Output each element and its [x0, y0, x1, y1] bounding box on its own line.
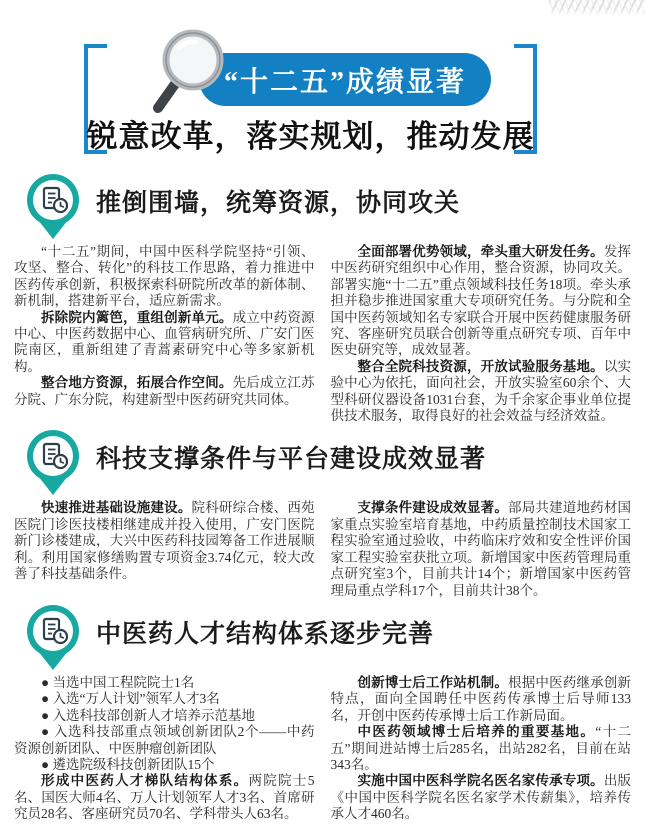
bullet-item: ● 入选科技部创新人才培养示范基地 [41, 707, 256, 723]
paragraph: “十二五”期间，中国中医科学院坚持“引领、攻坚、整合、转化”的科技工作思路，着力推进中医药传承创新，积极探索科研院所改革的新体制、新机制，搭建新平台，适应新需求。 [14, 244, 315, 309]
section-title: 中医药人才结构体系逐步完善 [96, 619, 435, 648]
section [0, 172, 645, 424]
paragraph-lead: 拆除院内篱笆，重组创新单元。 [41, 309, 233, 325]
bullet-item: ● 入选科技部重点领域创新团队2个——中药资源创新团队、中医肿瘤创新团队 [14, 724, 315, 756]
paragraph-lead: 全面部署优势领域，牵头重大研发任务。 [357, 244, 604, 259]
paragraph-lead: 整合全院科技资源，开放试验服务基地。 [357, 358, 604, 374]
page-subtitle: 锐意改革，落实规划，推动发展 [86, 119, 535, 154]
paragraph: 整合全院科技资源，开放试验服务基地。以实验中心为依托，面向社会，开放实验室60余个、大型科研仪器设备1031台套，为千余家企事业单位提供技术服务，取得良好的社会效益与经济效益。 [330, 358, 632, 424]
paragraph: 创新博士后工作站机制。根据中医药继承创新特点，面向全国聘任中医药传承博士后导师133名，开创中医药传承博士后工作新局面。 [330, 674, 632, 723]
section-body [0, 675, 645, 823]
paragraph: 整合地方资源，拓展合作空间。先后成立江苏分院、广东分院，构建新型中医药研究共同体。 [14, 375, 315, 407]
map-pin-document-clock-icon [24, 429, 82, 497]
paragraph-lead: 实施中国中医科学院名医名家传承专项。 [357, 773, 604, 789]
paragraph: 快速推进基础设施建设。院科研综合楼、西苑医院门诊医技楼相继建成并投入使用，广安门医院新门诊楼建成，大兴中医药科技园筹备工作进展顺利。利用国家修缮购置专项资金3.74亿元，较大改善了科技基础条件。 [14, 500, 315, 582]
paragraph-lead: 形成中医药人才梯队结构体系。 [41, 773, 249, 789]
section-title: 推倒围墙，统筹资源，协同攻关 [96, 189, 461, 217]
magnifying-glass-icon [147, 26, 233, 118]
paragraph: 拆除院内篱笆，重组创新单元。成立中药资源中心、中医药数据中心、血管病研究所、广安门医院南区，重新组建了青蒿素研究中心等多家新机构。 [14, 309, 315, 374]
section-header [0, 172, 645, 242]
page-header [0, 0, 645, 168]
paragraph-lead: 中医药领域博士后培养的重要基地。 [357, 724, 596, 740]
paragraph-lead: 快速推进基础设施建设。 [41, 500, 192, 516]
section [0, 603, 645, 823]
paragraph-lead: 支撑条件建设成效显著。 [357, 500, 509, 516]
section-body [0, 500, 645, 598]
paragraph: 支撑条件建设成效显著。部局共建道地药材国家重点实验室培育基地，中药质量控制技术国家工程实验室通过验收，中药临床疗效和安全性评价国家工程实验室获批立项。新增国家中医药管理局重点研究室3个，目前共计14个；新增国家中医药管理局重点学科17个，目前共计38个。 [330, 500, 632, 598]
bullet-item: ● 遴选院级科技创新团队15个 [41, 756, 215, 772]
section-header [0, 603, 645, 673]
sections-container [0, 172, 645, 823]
paragraph: 全面部署优势领域，牵头重大研发任务。发挥中医药研究组织中心作用，整合资源，协同攻关。部署实施“十二五”重点领域科技任务18项。牵头承担并稳步推进国家重大专项研究任务。与分院和全国中医药领域知名专家联合开展中医药健康服务研究、客座研究员联合创新等重点研究专项、百年中医史研究等，成效显著。 [330, 244, 632, 358]
section-title: 科技支撑条件与平台建设成效显著 [96, 445, 487, 474]
headline-badge-label: “十二五”成绩显著 [223, 66, 466, 98]
section-header [0, 428, 645, 498]
paragraph: 形成中医药人才梯队结构体系。两院院士5名、国医大师4名、万人计划领军人才3名、首席研究员28名、客座研究员70名、学科带头人63名。 [14, 773, 315, 822]
map-pin-document-clock-icon [24, 604, 82, 672]
paragraph-lead: 创新博士后工作站机制。 [357, 674, 509, 690]
map-pin-document-clock-icon [24, 173, 82, 241]
bullet-item: ● 当选中国工程院院士1名 [41, 674, 195, 690]
section [0, 428, 645, 598]
headline-badge [199, 53, 491, 106]
magnifier-handle [158, 84, 175, 108]
paragraph: 实施中国中医科学院名医名家传承专项。出版《中国中医科学院名医名家学术传薪集》，培养传承人才460名。 [330, 773, 632, 822]
paragraph-lead: 整合地方资源，拓展合作空间。 [41, 375, 233, 391]
paragraph: 中医药领域博士后培养的重要基地。“十二五”期间进站博士后285名，出站282名，目前在站343名。 [330, 724, 631, 772]
section-body [0, 244, 645, 424]
bullet-item: ● 入选“万人计划”领军人才3名 [41, 691, 220, 707]
